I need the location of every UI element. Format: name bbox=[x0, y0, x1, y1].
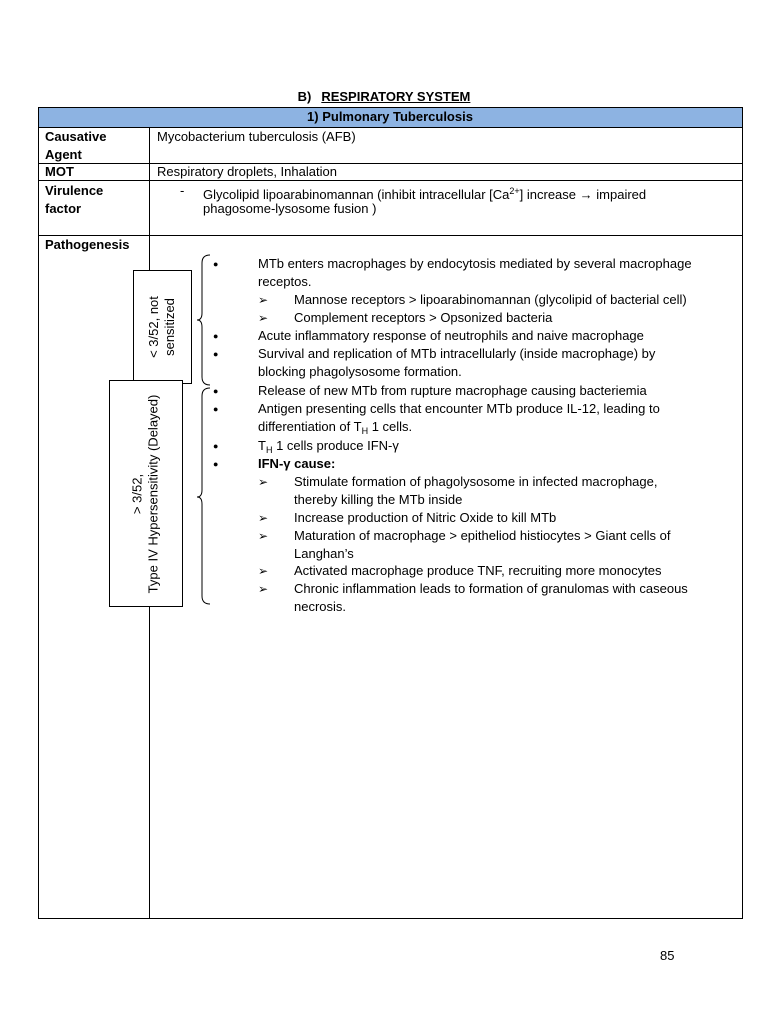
text-run: ] increase bbox=[519, 187, 577, 202]
pathogenesis-item: MTb enters macrophages by endocytosis mediated by several macrophage bbox=[258, 256, 692, 271]
pathogenesis-item: Antigen presenting cells that encounter MTb produce IL-12, leading to bbox=[258, 401, 660, 416]
virulence-dash: - bbox=[180, 183, 185, 198]
arrow-bullet-icon: ➢ bbox=[258, 311, 269, 325]
brace-phase2-icon bbox=[196, 386, 219, 608]
phase2-label-box bbox=[109, 380, 183, 607]
pathogenesis-item: Survival and replication of MTb intracellularly (inside macrophage) by bbox=[258, 346, 656, 361]
table-border-top bbox=[38, 107, 743, 108]
pathogenesis-subitem: Complement receptors > Opsonized bacteria bbox=[294, 310, 553, 325]
pathogenesis-subitem: Activated macrophage produce TNF, recruiting more monocytes bbox=[294, 563, 662, 578]
pathogenesis-subitem: Maturation of macrophage > epitheliod histiocytes > Giant cells of bbox=[294, 528, 671, 543]
bullet-icon: ● bbox=[213, 441, 219, 451]
text-run: 1 cells. bbox=[368, 419, 413, 434]
pathogenesis-subitem: necrosis. bbox=[294, 599, 347, 614]
bullet-icon: ● bbox=[213, 259, 219, 269]
section-heading: RESPIRATORY SYSTEM bbox=[321, 89, 471, 104]
pathogenesis-item: receptos. bbox=[258, 274, 312, 289]
causative-agent-value: Mycobacterium tuberculosis (AFB) bbox=[157, 129, 356, 144]
pathogenesis-item: Acute inflammatory response of neutrophils and naive macrophage bbox=[258, 328, 644, 343]
text-run: impaired bbox=[592, 187, 647, 202]
causative-agent-label bbox=[45, 128, 106, 164]
label-line: sensitized bbox=[162, 298, 177, 356]
label-line: Type IV Hypersensitivity (Delayed) bbox=[145, 394, 161, 594]
arrow-bullet-icon: ➢ bbox=[258, 475, 269, 489]
pathogenesis-subitem: Langhan’s bbox=[294, 546, 354, 561]
text-run: differentiation of T bbox=[258, 419, 362, 434]
row-divider bbox=[38, 163, 743, 164]
pathogenesis-label: Pathogenesis bbox=[45, 237, 130, 252]
phase1-label-box bbox=[133, 270, 192, 384]
bullet-icon: ● bbox=[213, 386, 219, 396]
mot-value: Respiratory droplets, Inhalation bbox=[157, 164, 337, 179]
label-line: Agent bbox=[45, 147, 82, 162]
bullet-icon: ● bbox=[213, 349, 219, 359]
table-header: 1) Pulmonary Tuberculosis bbox=[307, 109, 473, 124]
label-line: Causative bbox=[45, 129, 107, 144]
pathogenesis-subitem: Chronic inflammation leads to formation of granulomas with caseous bbox=[294, 581, 688, 596]
arrow-bullet-icon: ➢ bbox=[258, 582, 269, 596]
bullet-icon: ● bbox=[213, 331, 219, 341]
pathogenesis-subitem: Stimulate formation of phagolysosome in infected macrophage, bbox=[294, 474, 658, 489]
table-border-right bbox=[742, 107, 743, 919]
superscript: 2+ bbox=[509, 186, 520, 196]
arrow-bullet-icon: ➢ bbox=[258, 564, 269, 578]
text-run: T bbox=[258, 438, 266, 453]
phase1-label bbox=[146, 271, 180, 383]
bullet-icon: ● bbox=[213, 404, 219, 414]
table-border-bottom bbox=[38, 918, 743, 919]
pathogenesis-item: blocking phagolysosome formation. bbox=[258, 364, 462, 379]
label-line: > 3/52, bbox=[129, 473, 145, 515]
mot-label: MOT bbox=[45, 164, 74, 179]
pathogenesis-item: Release of new MTb from rupture macrophage causing bacteriemia bbox=[258, 383, 647, 398]
pathogenesis-subitem: Increase production of Nitric Oxide to kill MTb bbox=[294, 510, 557, 525]
pathogenesis-item-heading: IFN-γ cause: bbox=[258, 456, 336, 471]
subscript: H bbox=[265, 445, 273, 455]
brace-phase1-icon bbox=[196, 253, 219, 388]
virulence-line-2: phagosome-lysosome fusion ) bbox=[203, 201, 377, 216]
phase2-label bbox=[130, 382, 164, 607]
section-letter: B) bbox=[297, 89, 312, 104]
section-title bbox=[0, 88, 768, 106]
table-border-left bbox=[38, 107, 39, 919]
pathogenesis-subitem: thereby killing the MTb inside bbox=[294, 492, 463, 507]
row-divider bbox=[38, 180, 743, 181]
arrow-bullet-icon: ➢ bbox=[258, 293, 269, 307]
label-line: factor bbox=[45, 201, 82, 216]
row-divider bbox=[38, 127, 743, 128]
label-line: < 3/52, not bbox=[146, 296, 161, 358]
virulence-label bbox=[45, 182, 103, 218]
arrow-bullet-icon: ➢ bbox=[258, 511, 269, 525]
pathogenesis-subitem: Mannose receptors > lipoarabinomannan (glycolipid of bacterial cell) bbox=[294, 292, 687, 307]
page-number: 85 bbox=[660, 948, 675, 963]
label-line: Virulence bbox=[45, 183, 104, 198]
subscript: H bbox=[361, 426, 369, 436]
text-run: 1 cells produce IFN-γ bbox=[272, 438, 399, 453]
arrow-bullet-icon: ➢ bbox=[258, 529, 269, 543]
arrow-icon: → bbox=[579, 187, 593, 202]
text-run: Glycolipid lipoarabinomannan (inhibit intracellular [Ca bbox=[203, 187, 510, 202]
row-divider bbox=[38, 235, 743, 236]
bullet-icon: ● bbox=[213, 459, 219, 469]
